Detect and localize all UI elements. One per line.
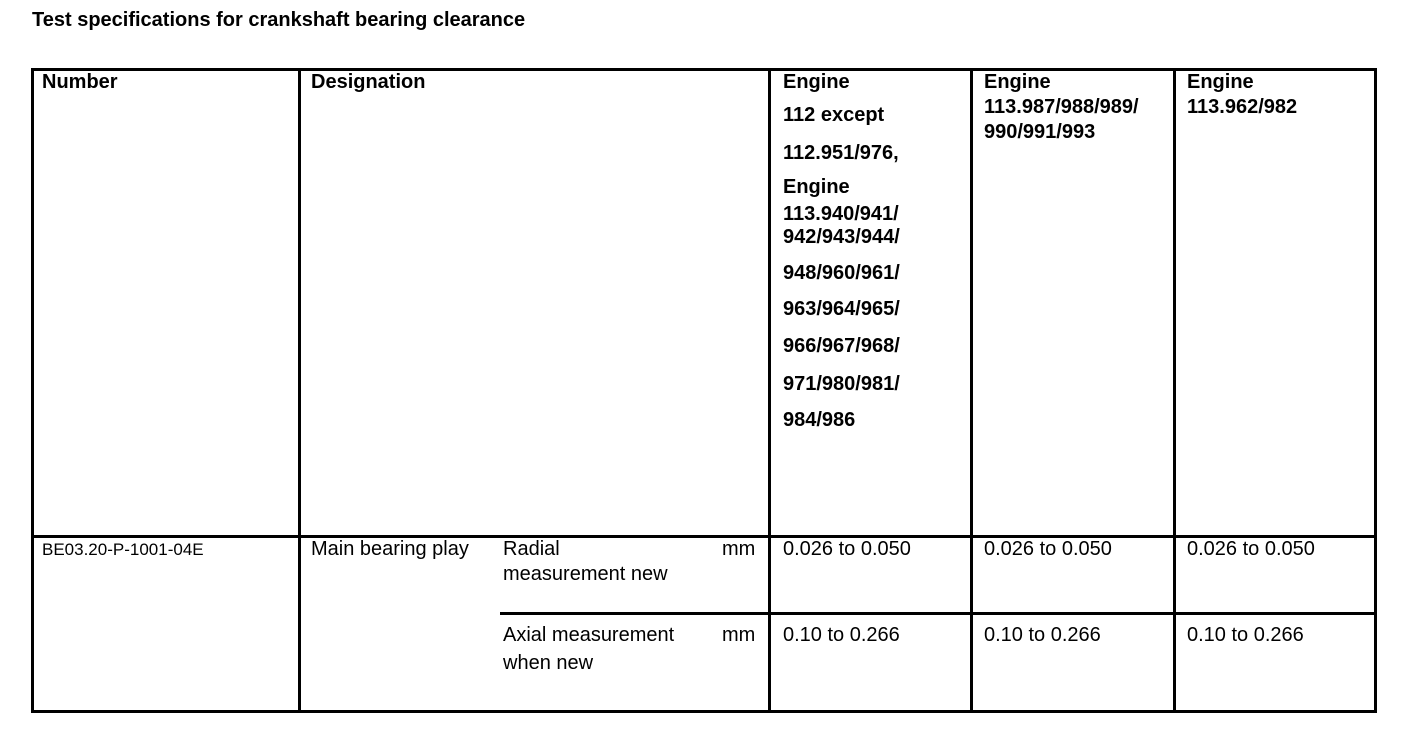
sub2-unit: mm [722, 624, 756, 646]
header-engine2-line: 990/991/993 [984, 121, 1096, 143]
col-divider-engine1 [768, 68, 771, 713]
header-engine1-line: 942/943/944/ [783, 226, 900, 248]
col-divider-designation [298, 68, 301, 713]
sub2-value-engine2: 0.10 to 0.266 [984, 624, 1101, 646]
sub1-value-engine3: 0.026 to 0.050 [1187, 538, 1315, 560]
header-engine1-line: 971/980/981/ [783, 373, 900, 395]
page-title: Test specifications for crankshaft bearing clearance [32, 9, 526, 31]
row-number: BE03.20-P-1001-04E [42, 540, 204, 559]
header-engine1-line: Engine [783, 71, 850, 93]
header-engine3-line: Engine [1187, 71, 1254, 93]
col-divider-engine2 [970, 68, 973, 713]
header-engine1-line: 963/964/965/ [783, 298, 900, 320]
sub1-label-line: Radial [503, 538, 560, 560]
sub2-label-line: when new [503, 652, 594, 674]
sub1-unit: mm [722, 538, 756, 560]
header-engine1-line: Engine [783, 176, 850, 198]
col-divider-engine3 [1173, 68, 1176, 713]
subrow-divider [500, 612, 1377, 615]
header-engine3-line: 113.962/982 [1187, 96, 1298, 118]
sub1-value-engine2: 0.026 to 0.050 [984, 538, 1112, 560]
header-engine1-line: 113.940/941/ [783, 203, 899, 225]
header-designation: Designation [311, 71, 426, 93]
header-engine1-line: 984/986 [783, 409, 856, 431]
header-engine1-line: 966/967/968/ [783, 335, 900, 357]
row-designation: Main bearing play [311, 538, 469, 560]
header-number: Number [42, 71, 118, 93]
header-engine1-line: 112 except [783, 104, 885, 126]
header-engine1-line: 112.951/976, [783, 142, 899, 164]
sub2-value-engine3: 0.10 to 0.266 [1187, 624, 1304, 646]
sub2-label-line: Axial measurement [503, 624, 675, 646]
sub2-value-engine1: 0.10 to 0.266 [783, 624, 900, 646]
table-border-left [31, 68, 34, 713]
header-engine1-line: 948/960/961/ [783, 262, 900, 284]
header-engine2-line: 113.987/988/989/ [984, 96, 1139, 118]
sub1-value-engine1: 0.026 to 0.050 [783, 538, 911, 560]
table-border-right [1374, 68, 1377, 713]
sub1-label-line: measurement new [503, 563, 668, 585]
header-engine2-line: Engine [984, 71, 1051, 93]
